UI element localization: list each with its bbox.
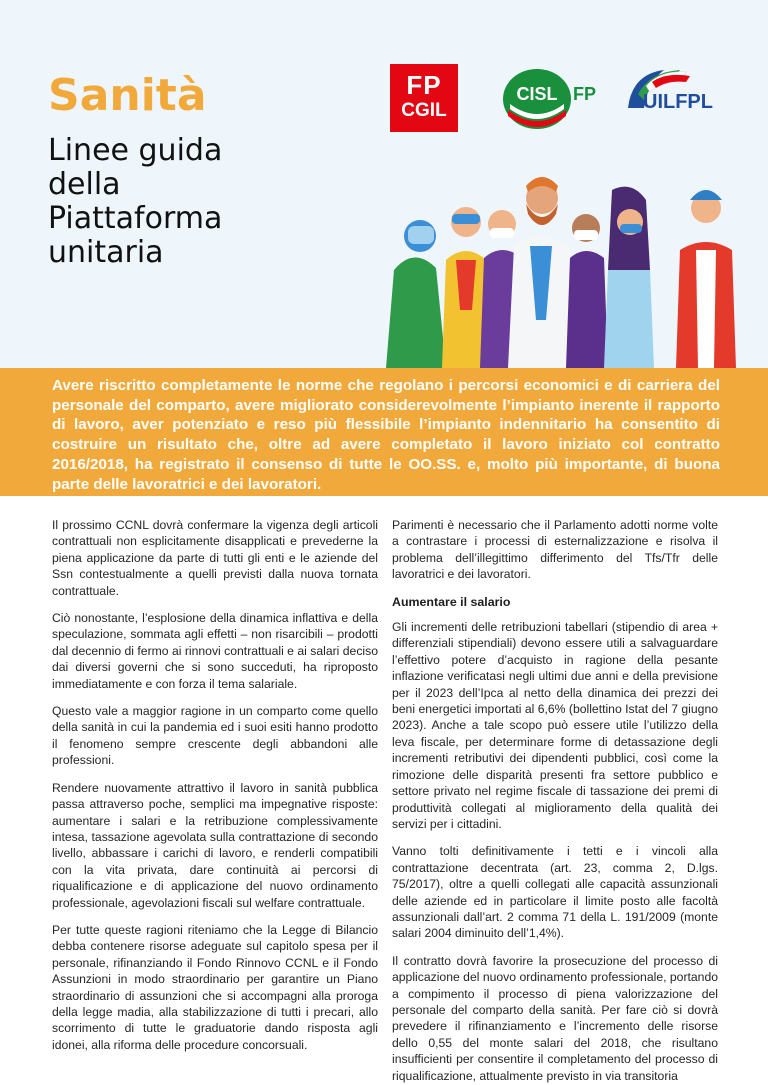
section-heading: Aumentare il salario: [392, 594, 511, 609]
uil-fpl-logo: [622, 64, 728, 132]
body-paragraph: Il contratto dovrà favorire la prosecuzione del processo di applicazione del nuovo ordinamento professionale, portando a compimento il processo di piena valorizzazione del personale del comparto della sanità. Per fare ciò si dovrà prevedere il rifinanziamento e l’incremento delle risorse dello 0,55 del monte salari del 2018, che risultano insufficienti per consentire il completamento del processo di riqualificazione, attualmente previsto in via transitoria: [392, 953, 718, 1083]
healthcare-workers-illustration: [380, 150, 768, 368]
cisl-logo-text: CISL: [516, 84, 558, 104]
body-paragraph: Gli incrementi delle retribuzioni tabellari (stipendio di area + differenziali stipendiali) devono essere utili a salvaguardare l’effettivo potere d’acquisto in ragione della pesante inflazione verificatasi negli ultimi due anni e della previsione per il 2023 dell’Ipca al netto della dinamica dei prezzi dei beni energetici importati al 6,6% (bollettino Istat del 7 giugno 2023). Anche a tale scopo può essere utile l’utilizzo della leva fiscale, per determinare forme di detassazione degli incrementi retributivi dei dipendenti pubblici, così come la rimozione delle disparità presenti fra settore pubblico e settore privato nel regime fiscale di tassazione dei premi di produttività collegati al miglioramento della qualità dei servizi per i cittadini.: [392, 620, 718, 831]
cisl-fp-suffix: FP: [573, 84, 597, 104]
worker-dark-purple: [566, 251, 608, 368]
body-paragraph: Per tutte queste ragioni riteniamo che la Legge di Bilancio debba contenere risorse adeguate sul capitolo spesa per il personale, rifinanziando il Fondo Rinnovo CCNL e il Fondo Assunzioni in modo straordinario per garantire un Piano straordinario di assunzioni che si accompagni alla proroga della legge madia, alla stabilizzazione di tutti i precari, allo scorrimento di tutte le graduatorie dando risposta agli idonei, alla riforma delle procedure concorsuali.: [52, 922, 378, 1052]
subtitle-line: Linee guida: [48, 133, 223, 168]
right-column: [392, 517, 718, 1085]
subtitle-line: della: [48, 167, 121, 202]
page-title: Sanità: [48, 70, 207, 121]
subtitle-line: unitaria: [48, 235, 164, 270]
left-column: [52, 517, 378, 1064]
cisl-fp-logo: [502, 68, 572, 130]
fp-cgil-logo-line2: CGIL: [401, 100, 447, 121]
body-paragraph: Vanno tolti definitivamente i tetti e i vincoli alla contrattazione decentrata (art. 23, comma 2, D.lgs. 75/2017), oltre a quelli collegati alle capacità assunzionali delle aziende ed in particolare il limite posto alle facoltà assunzionali dall’art. 2 comma 71 della L. 191/2009 (monte salari 2004 diminuito dell’1,4%).: [392, 844, 718, 941]
body-paragraph: Ciò nonostante, l’esplosione della dinamica inflattiva e della speculazione, sommata agli effetti – non risarcibili – prodotti dal decennio di fermo ai rinnovi contrattuali e ai salari deciso dai diversi governi che si sono succeduti, ha riproposto immediatamente e con forza il tema salariale.: [52, 611, 378, 691]
subtitle-line: Piattaforma: [48, 201, 223, 236]
body-paragraph: Il prossimo CCNL dovrà confermare la vigenza degli articoli contrattuali non esplicitamente disapplicati e prevederne la piena applicazione da parte di tutti gli enti e le aziende del Ssn contestualmente a quelli previsti dalla nuova tornata contrattuale.: [52, 518, 378, 598]
intro-band: [0, 368, 768, 496]
intro-text: Avere riscritto completamente le norme che regolano i percorsi economici e di carriera del personale del comparto, avere migliorato considerevolmente l’impianto inerente il rapporto di lavoro, aver potenziato e reso più flessibile l’impianto indennitario ha consentito di costruire un risultato che, oltre ad avere completato il lavoro iniziato col contratto 2016/2018, ha registrato il consenso di tutte le OO.SS. e, molto più importante, di buona parte delle lavoratrici e dei lavoratori.: [52, 377, 720, 493]
fp-cgil-logo-line1: FP: [406, 70, 442, 100]
uil-logo-text: UILFPL: [643, 91, 713, 113]
body-paragraph: Questo vale a maggior ragione in un comparto come quello della sanità in cui la pandemia ed i suoi esiti hanno prodotto il fenomeno sempre crescente degli abbandoni alle professioni.: [52, 704, 378, 768]
worker-green-coat: [386, 257, 446, 368]
body-paragraph: Parimenti è necessario che il Parlamento adotti norme volte a contrastare i processi di esternalizzazione e risolva il problema dell’illegittimo differimento del Tfs/Tfr delle lavoratrici e dei lavoratori.: [392, 518, 718, 582]
header: [0, 0, 768, 368]
page-subtitle: [48, 134, 222, 270]
body-paragraph: Rendere nuovamente attrattivo il lavoro in sanità pubblica passa attraverso poche, semplici ma impegnative risposte: aumentare i salari e la retribuzione complessivamente intesa, tassazione agevolata sulla contrattazione di secondo livello, abbassare i carichi di lavoro, e renderli compatibili con la vita privata, dare continuità ai percorsi di riqualificazione e di applicazione del nuovo ordinamento professionale, agevolazioni fiscali sul welfare contrattuale.: [52, 780, 378, 910]
fp-cgil-logo: [390, 64, 458, 132]
worker-blue-nurse: [604, 262, 654, 368]
